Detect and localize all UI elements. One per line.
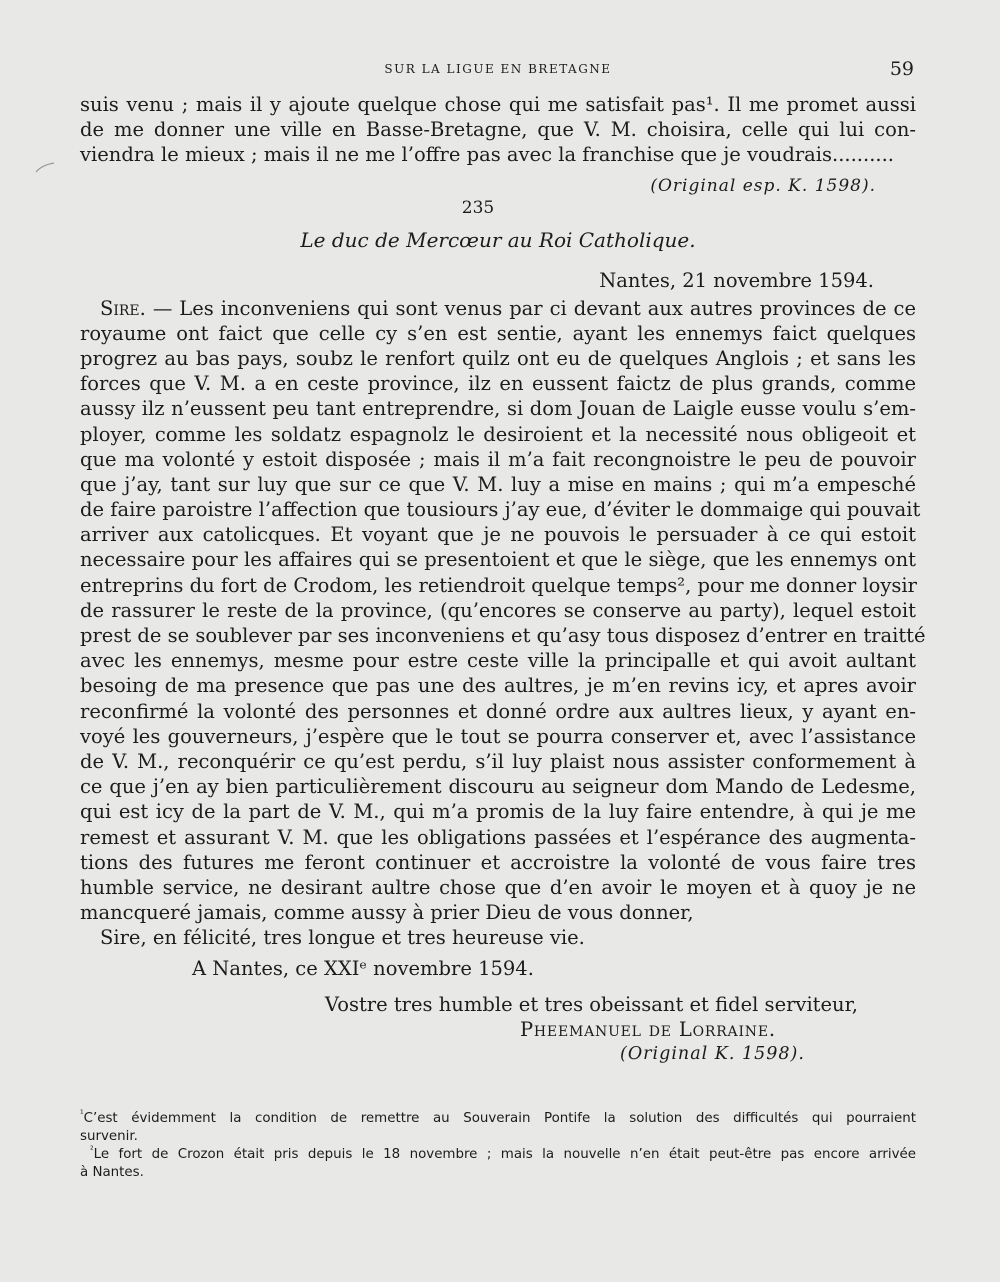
text-line: de me donner une ville en Basse-Bretagne, que V. M. choisira, celle qui lui con- xyxy=(80,118,916,142)
footnote-line xyxy=(80,1146,916,1164)
text-line: arriver aux catolicques. Et voyant que je ne pouvois le persuader à ce qui estoit xyxy=(80,523,916,547)
text-line: ce que j’en ay bien particulièrement discouru au seigneur dom Mando de Ledesme, xyxy=(80,775,916,799)
footnote-marker: ¹ xyxy=(80,1109,84,1120)
text-line: de rassurer le reste de la province, (qu’encores se conserve au party), lequel estoit xyxy=(80,598,916,622)
footnote-marker: ² xyxy=(90,1145,94,1156)
dateline: Nantes, 21 novembre 1594. xyxy=(599,268,874,292)
letter-body xyxy=(80,296,926,951)
text-line: humble service, ne desirant aultre chose que d’en avoir le moyen et à quoy je ne xyxy=(80,875,916,899)
closing-wish: Sire, en félicité, tres longue et tres heureuse vie. xyxy=(100,926,585,950)
footnote-text: Le fort de Crozon était pris depuis le 18 novembre ; mais la nouvelle n’en était peut-être pas encore arrivée xyxy=(93,1147,916,1162)
footnote-text: C’est évidemment la condition de remettre au Souverain Pontife la solution des difficultés qui pourraient xyxy=(83,1111,916,1126)
text-line: progrez au bas pays, soubz le renfort quilz ont eu de quelques Anglois ; et sans les xyxy=(80,346,916,370)
text-line: viendra le mieux ; mais il ne me l’offre pas avec la franchise que je voudrais.......... xyxy=(80,143,894,167)
footnote-line: survenir. xyxy=(80,1129,138,1144)
salutation: Sire. xyxy=(100,296,146,320)
footnote-2 xyxy=(80,1146,916,1182)
text-line: remest et assurant V. M. que les obligations passées et l’espérance des augmenta- xyxy=(80,825,916,849)
text-line: mancqueré jamais, comme aussy à prier Dieu de vous donner, xyxy=(80,901,694,925)
intro-paragraph xyxy=(80,92,916,168)
footnote-line: à Nantes. xyxy=(80,1165,144,1180)
text-line: de V. M., reconquérir ce qu’est perdu, s’il luy plaist nous assister conformement à xyxy=(80,749,916,773)
document-number: 235 xyxy=(461,197,495,218)
text-line: reconfirmé la volonté des personnes et donné ordre aux aultres lieux, y ayant en- xyxy=(80,699,916,723)
text-line: necessaire pour les affaires qui se presentoient et que le siège, que les ennemys ont xyxy=(80,548,916,572)
signature-citation: (Original K. 1598). xyxy=(620,1044,805,1065)
first-line-rest: — Les inconveniens qui sont venus par ci devant aux autres provinces de ce xyxy=(145,296,916,320)
text-line: avec les ennemys, mesme pour estre ceste ville la principalle et qui avoit aultant xyxy=(80,649,916,673)
running-head-title: SUR LA LIGUE EN BRETAGNE xyxy=(384,62,612,76)
text-line-first xyxy=(80,296,916,321)
text-line: qui est icy de la part de V. M., qui m’a promis de la luy faire entendre, à qui je me xyxy=(80,800,916,824)
intro-citation: (Original esp. K. 1598). xyxy=(650,175,876,196)
page-number: 59 xyxy=(889,58,914,80)
text-line: prest de se soublever par ses inconveniens et qu’asy tous disposez d’entrer en traitté xyxy=(80,624,926,647)
margin-pencil-mark-icon xyxy=(34,162,56,174)
text-line: de faire paroistre l’affection que tousiours j’ay eue, d’éviter le dommaige qui pouvait xyxy=(80,498,921,522)
footnotes xyxy=(80,1110,916,1182)
closing-date: A Nantes, ce XXIᵉ novembre 1594. xyxy=(192,957,534,981)
page-body xyxy=(80,92,926,1068)
running-head xyxy=(80,60,916,80)
footnote-line xyxy=(80,1110,916,1128)
signature-name: Pheemanuel de Lorraine. xyxy=(520,1018,776,1042)
text-line: entreprins du fort de Crodom, les retiendroit quelque temps², pour me donner loysir xyxy=(80,573,917,597)
text-line: ployer, comme les soldatz espagnolz le desiroient et la necessité nous obligeoit et xyxy=(80,422,916,446)
text-line: que ma volonté y estoit disposée ; mais il m’a fait recongnoistre le peu de pouvoir xyxy=(80,447,916,471)
text-line: royaume ont faict que celle cy s’en est sentie, ayant les ennemys faict quelques xyxy=(80,321,916,345)
footnote-1 xyxy=(80,1110,916,1146)
text-line: tions des futures me feront continuer et accroistre la volonté de vous faire tres xyxy=(80,850,916,874)
text-line: aussy ilz n’eussent peu tant entreprendre, si dom Jouan de Laigle eusse voulu s’em- xyxy=(80,397,916,421)
text-line: voyé les gouverneurs, j’espère que le tout se pourra conserver et, avec l’assistance xyxy=(80,724,916,748)
text-line: besoing de ma presence que pas une des aultres, je m’en revins icy, et apres avoir xyxy=(80,674,916,698)
text-line: forces que V. M. a en ceste province, ilz en eussent faictz de plus grands, comme xyxy=(80,372,916,396)
document-heading: Le duc de Mercœur au Roi Catholique. xyxy=(300,227,696,252)
text-line: que j’ay, tant sur luy que sur ce que V. M. luy a mise en mains ; qui m’a empesché xyxy=(80,472,916,496)
signature-formula: Vostre tres humble et tres obeissant et fidel serviteur, xyxy=(324,993,858,1017)
text-line: suis venu ; mais il y ajoute quelque chose qui me satisfait pas¹. Il me promet aussi xyxy=(80,93,916,116)
